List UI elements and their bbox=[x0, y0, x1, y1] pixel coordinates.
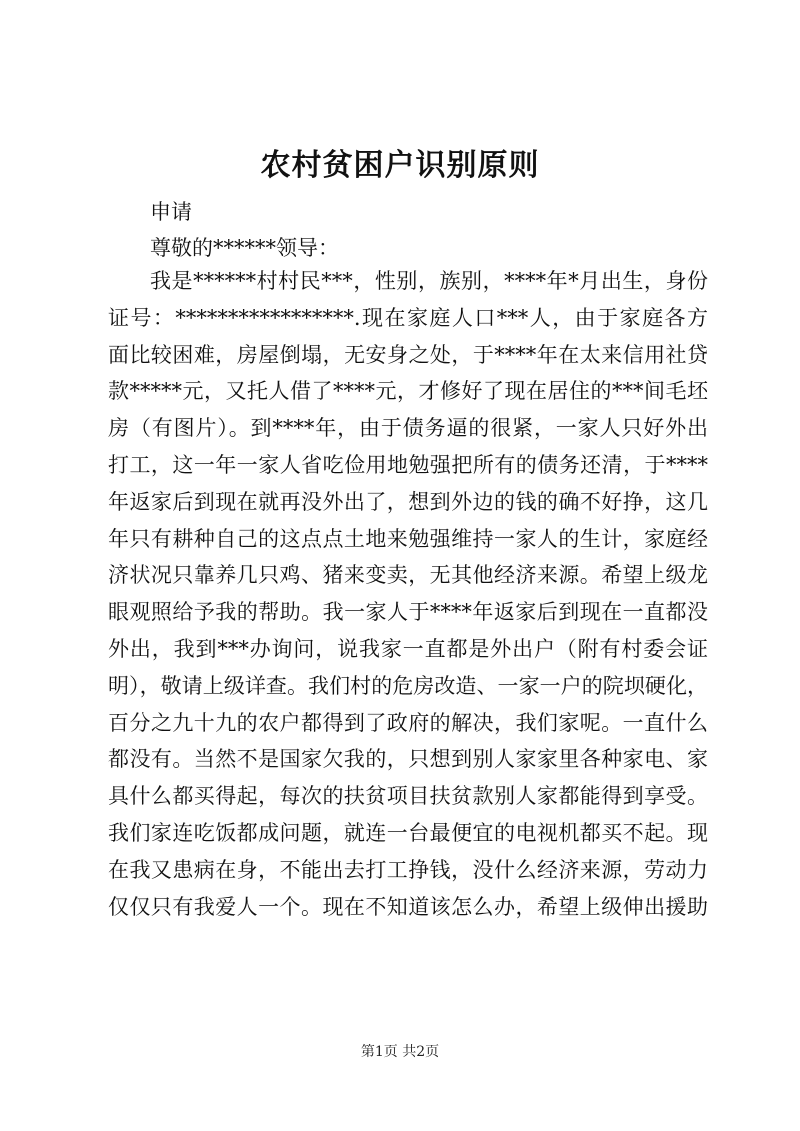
body-line: 年只有耕种自己的这点点土地来勉强维持一家人的生计，家庭经 bbox=[108, 526, 708, 551]
body-line: 外出，我到***办询问，说我家一直都是外出户（附有村委会证 bbox=[108, 636, 708, 661]
body-line: 仅仅只有我爱人一个。现在不知道该怎么办，希望上级伸出援助 bbox=[108, 894, 708, 919]
body-line: 百分之九十九的农户都得到了政府的解决，我们家呢。一直什么 bbox=[108, 710, 708, 735]
body-line: 我们家连吃饭都成问题，就连一台最便宜的电视机都买不起。现 bbox=[108, 820, 708, 845]
body-line: 年返家后到现在就再没外出了，想到外边的钱的确不好挣，这几 bbox=[108, 489, 708, 514]
salutation-text: 尊敬的******领导： bbox=[150, 236, 339, 260]
body-line: 明），敬请上级详查。我们村的危房改造、一家一户的院坝硬化， bbox=[108, 673, 708, 698]
body-line: 济状况只靠养几只鸡、猪来变卖，无其他经济来源。希望上级龙 bbox=[108, 563, 708, 588]
body-line: 面比较困难，房屋倒塌，无安身之处，于****年在太来信用社贷 bbox=[108, 342, 708, 367]
body-line: 打工，这一年一家人省吃俭用地勉强把所有的债务还清，于**** bbox=[108, 452, 708, 477]
body-paragraph bbox=[108, 263, 708, 925]
page-footer: 第1页 共2页 bbox=[360, 1044, 440, 1060]
body-line: 证号：*****************.现在家庭人口***人，由于家庭各方 bbox=[108, 305, 708, 330]
document-title: 农村贫困户识别原则 bbox=[260, 148, 540, 183]
body-line: 房（有图片）。到****年，由于债务逼的很紧，一家人只好外出 bbox=[108, 416, 708, 441]
body-line: 款*****元，又托人借了****元，才修好了现在居住的***间毛坯 bbox=[108, 379, 708, 404]
body-line: 眼观照给予我的帮助。我一家人于****年返家后到现在一直都没 bbox=[108, 600, 708, 625]
heading-text: 申请 bbox=[150, 200, 192, 224]
body-line: 具什么都买得起，每次的扶贫项目扶贫款别人家都能得到享受。 bbox=[108, 784, 708, 809]
body-line: 我是******村村民***，性别，族别，****年*月出生，身份 bbox=[150, 269, 708, 293]
body-line: 都没有。当然不是国家欠我的，只想到别人家家里各种家电、家 bbox=[108, 747, 708, 772]
body-line: 在我又患病在身，不能出去打工挣钱，没什么经济来源，劳动力 bbox=[108, 857, 708, 882]
